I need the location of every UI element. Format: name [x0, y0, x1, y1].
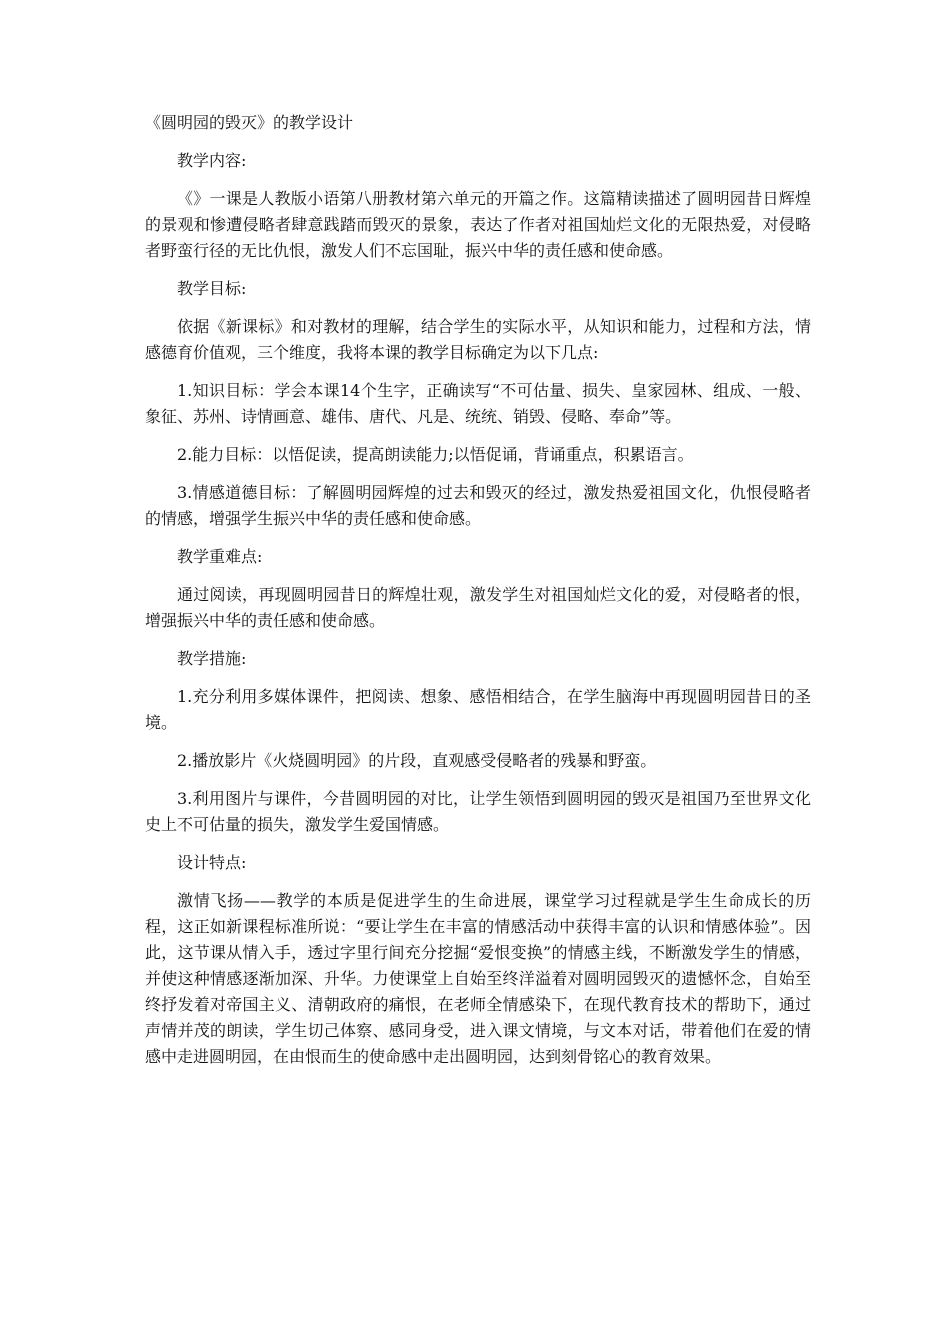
paragraph-goals-intro: 依据《新课标》和对教材的理解，结合学生的实际水平，从知识和能力，过程和方法，情感德育价值观，三个维度，我将本课的教学目标确定为以下几点:: [145, 317, 811, 362]
paragraph-measure-3: 3.利用图片与课件，今昔圆明园的对比，让学生领悟到圆明园的毁灭是祖国乃至世界文化史上不可估量的损失，激发学生爱国情感。: [145, 789, 811, 834]
document-page: [145, 110, 811, 1082]
document-title: 《圆明园的毁灭》的教学设计: [145, 113, 354, 132]
section-heading-measures: 教学措施:: [177, 649, 247, 668]
paragraph-goal-knowledge: 1.知识目标：学会本课14个生字，正确读写“不可估量、损失、皇家园林、组成、一般、象征、苏州、诗情画意、雄伟、唐代、凡是、统统、销毁、侵略、奉命”等。: [145, 381, 811, 426]
paragraph-content-intro: 《》一课是人教版小语第八册教材第六单元的开篇之作。这篇精读描述了圆明园昔日辉煌的景观和惨遭侵略者肆意践踏而毁灭的景象，表达了作者对祖国灿烂文化的无限热爱，对侵略者野蛮行径的无比仇恨，激发人们不忘国耻，振兴中华的责任感和使命感。: [145, 189, 811, 260]
section-heading-key-points: 教学重难点:: [177, 547, 263, 566]
paragraph-measure-2: 2.播放影片《火烧圆明园》的片段，直观感受侵略者的残暴和野蛮。: [177, 751, 657, 770]
paragraph-goal-ability: 2.能力目标：以悟促读，提高朗读能力;以悟促诵，背诵重点，积累语言。: [177, 445, 694, 464]
paragraph-goal-emotion: 3.情感道德目标：了解圆明园辉煌的过去和毁灭的经过，激发热爱祖国文化，仇恨侵略者的情感，增强学生振兴中华的责任感和使命感。: [145, 483, 811, 528]
paragraph-measure-1: 1.充分利用多媒体课件，把阅读、想象、感悟相结合，在学生脑海中再现圆明园昔日的圣境。: [145, 687, 811, 732]
paragraph-key-points: 通过阅读，再现圆明园昔日的辉煌壮观，激发学生对祖国灿烂文化的爱，对侵略者的恨，增强振兴中华的责任感和使命感。: [145, 585, 811, 630]
section-heading-goals: 教学目标:: [177, 279, 247, 298]
section-heading-features: 设计特点:: [177, 853, 247, 872]
paragraph-features: 激情飞扬——教学的本质是促进学生的生命进展，课堂学习过程就是学生生命成长的历程，这正如新课程标准所说：“要让学生在丰富的情感活动中获得丰富的认识和情感体验”。因此，这节课从情入手，透过字里行间充分挖掘“爱恨变换”的情感主线，不断激发学生的情感，并使这种情感逐渐加深、升华。力使课堂上自始至终洋溢着对圆明园毁灭的遗憾怀念，自始至终抒发着对帝国主义、清朝政府的痛恨，在老师全情感染下，在现代教育技术的帮助下，通过声情并茂的朗读，学生切己体察、感同身受，进入课文情境，与文本对话，带着他们在爱的情感中走进圆明园，在由恨而生的使命感中走出圆明园，达到刻骨铭心的教育效果。: [145, 891, 811, 1066]
section-heading-content: 教学内容:: [177, 151, 247, 170]
